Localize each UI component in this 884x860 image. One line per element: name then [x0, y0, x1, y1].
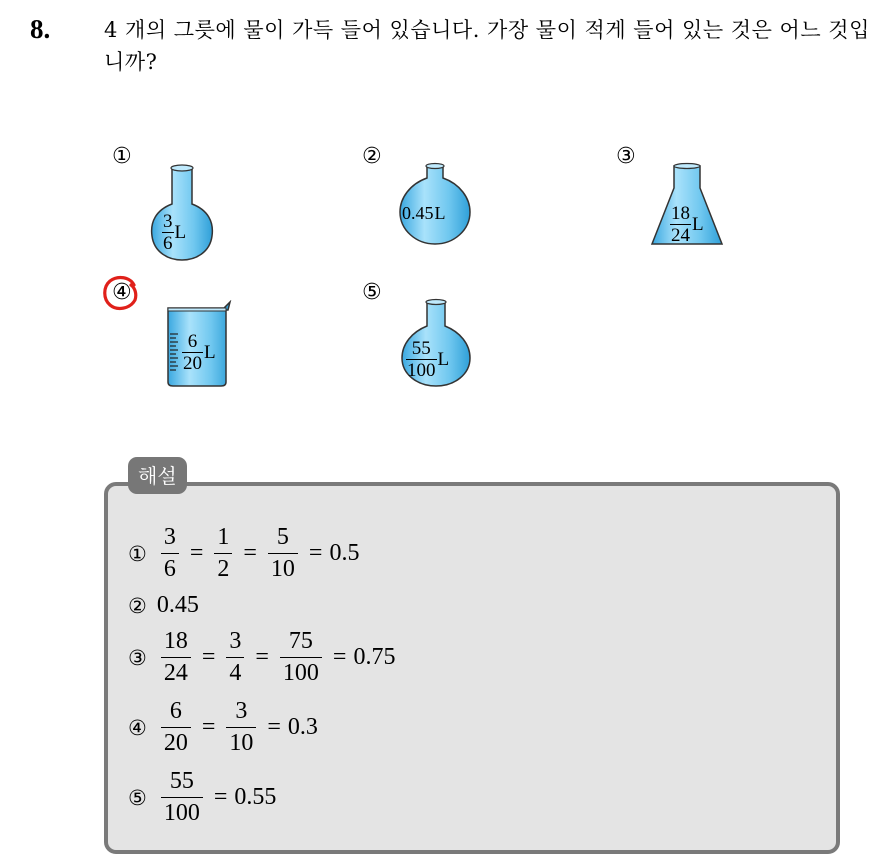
option-3[interactable] [616, 146, 776, 276]
question-text: 4 개의 그릇에 물이 가득 들어 있습니다. 가장 물이 적게 들어 있는 것은 어느 것입니까? [104, 18, 870, 74]
option-number: ③ [616, 144, 636, 169]
question-number: 8. [30, 14, 51, 44]
option-number: ② [362, 144, 382, 169]
option-4[interactable] [112, 282, 272, 412]
solution-tag: 해설 [128, 457, 187, 494]
vessel-label: 0.45 L [402, 203, 446, 223]
solution-line-2: ② 0.45 [128, 592, 199, 618]
solution-box [104, 482, 840, 854]
option-2[interactable] [362, 146, 522, 276]
option-number: ④ [112, 280, 132, 305]
vessel-label: $\frac{6}{20}$ L [183, 331, 216, 374]
vessel-label: $\frac{18}{24}$ L [671, 203, 704, 246]
solution-line-1: ① $\frac{3}{6}$ = $\frac{1}{2}$ = $\frac{5}{10}$ = 0.5 [128, 524, 360, 582]
solution-line-3: ③ $\frac{18}{24}$ = $\frac{3}{4}$ = $\frac{75}{100}$ = 0.75 [128, 628, 396, 686]
solution-line-5: ⑤ $\frac{55}{100}$ = 0.55 [128, 768, 277, 826]
option-5[interactable] [362, 282, 522, 412]
option-number: ⑤ [362, 280, 382, 305]
vessel-label: $\frac{3}{6}$ L [163, 211, 187, 254]
solution-line-4: ④ $\frac{6}{20}$ = $\frac{3}{10}$ = 0.3 [128, 698, 318, 756]
option-number: ① [112, 144, 132, 169]
option-1[interactable] [112, 146, 272, 276]
vessel-label: $\frac{55}{100}$ L [407, 338, 450, 381]
